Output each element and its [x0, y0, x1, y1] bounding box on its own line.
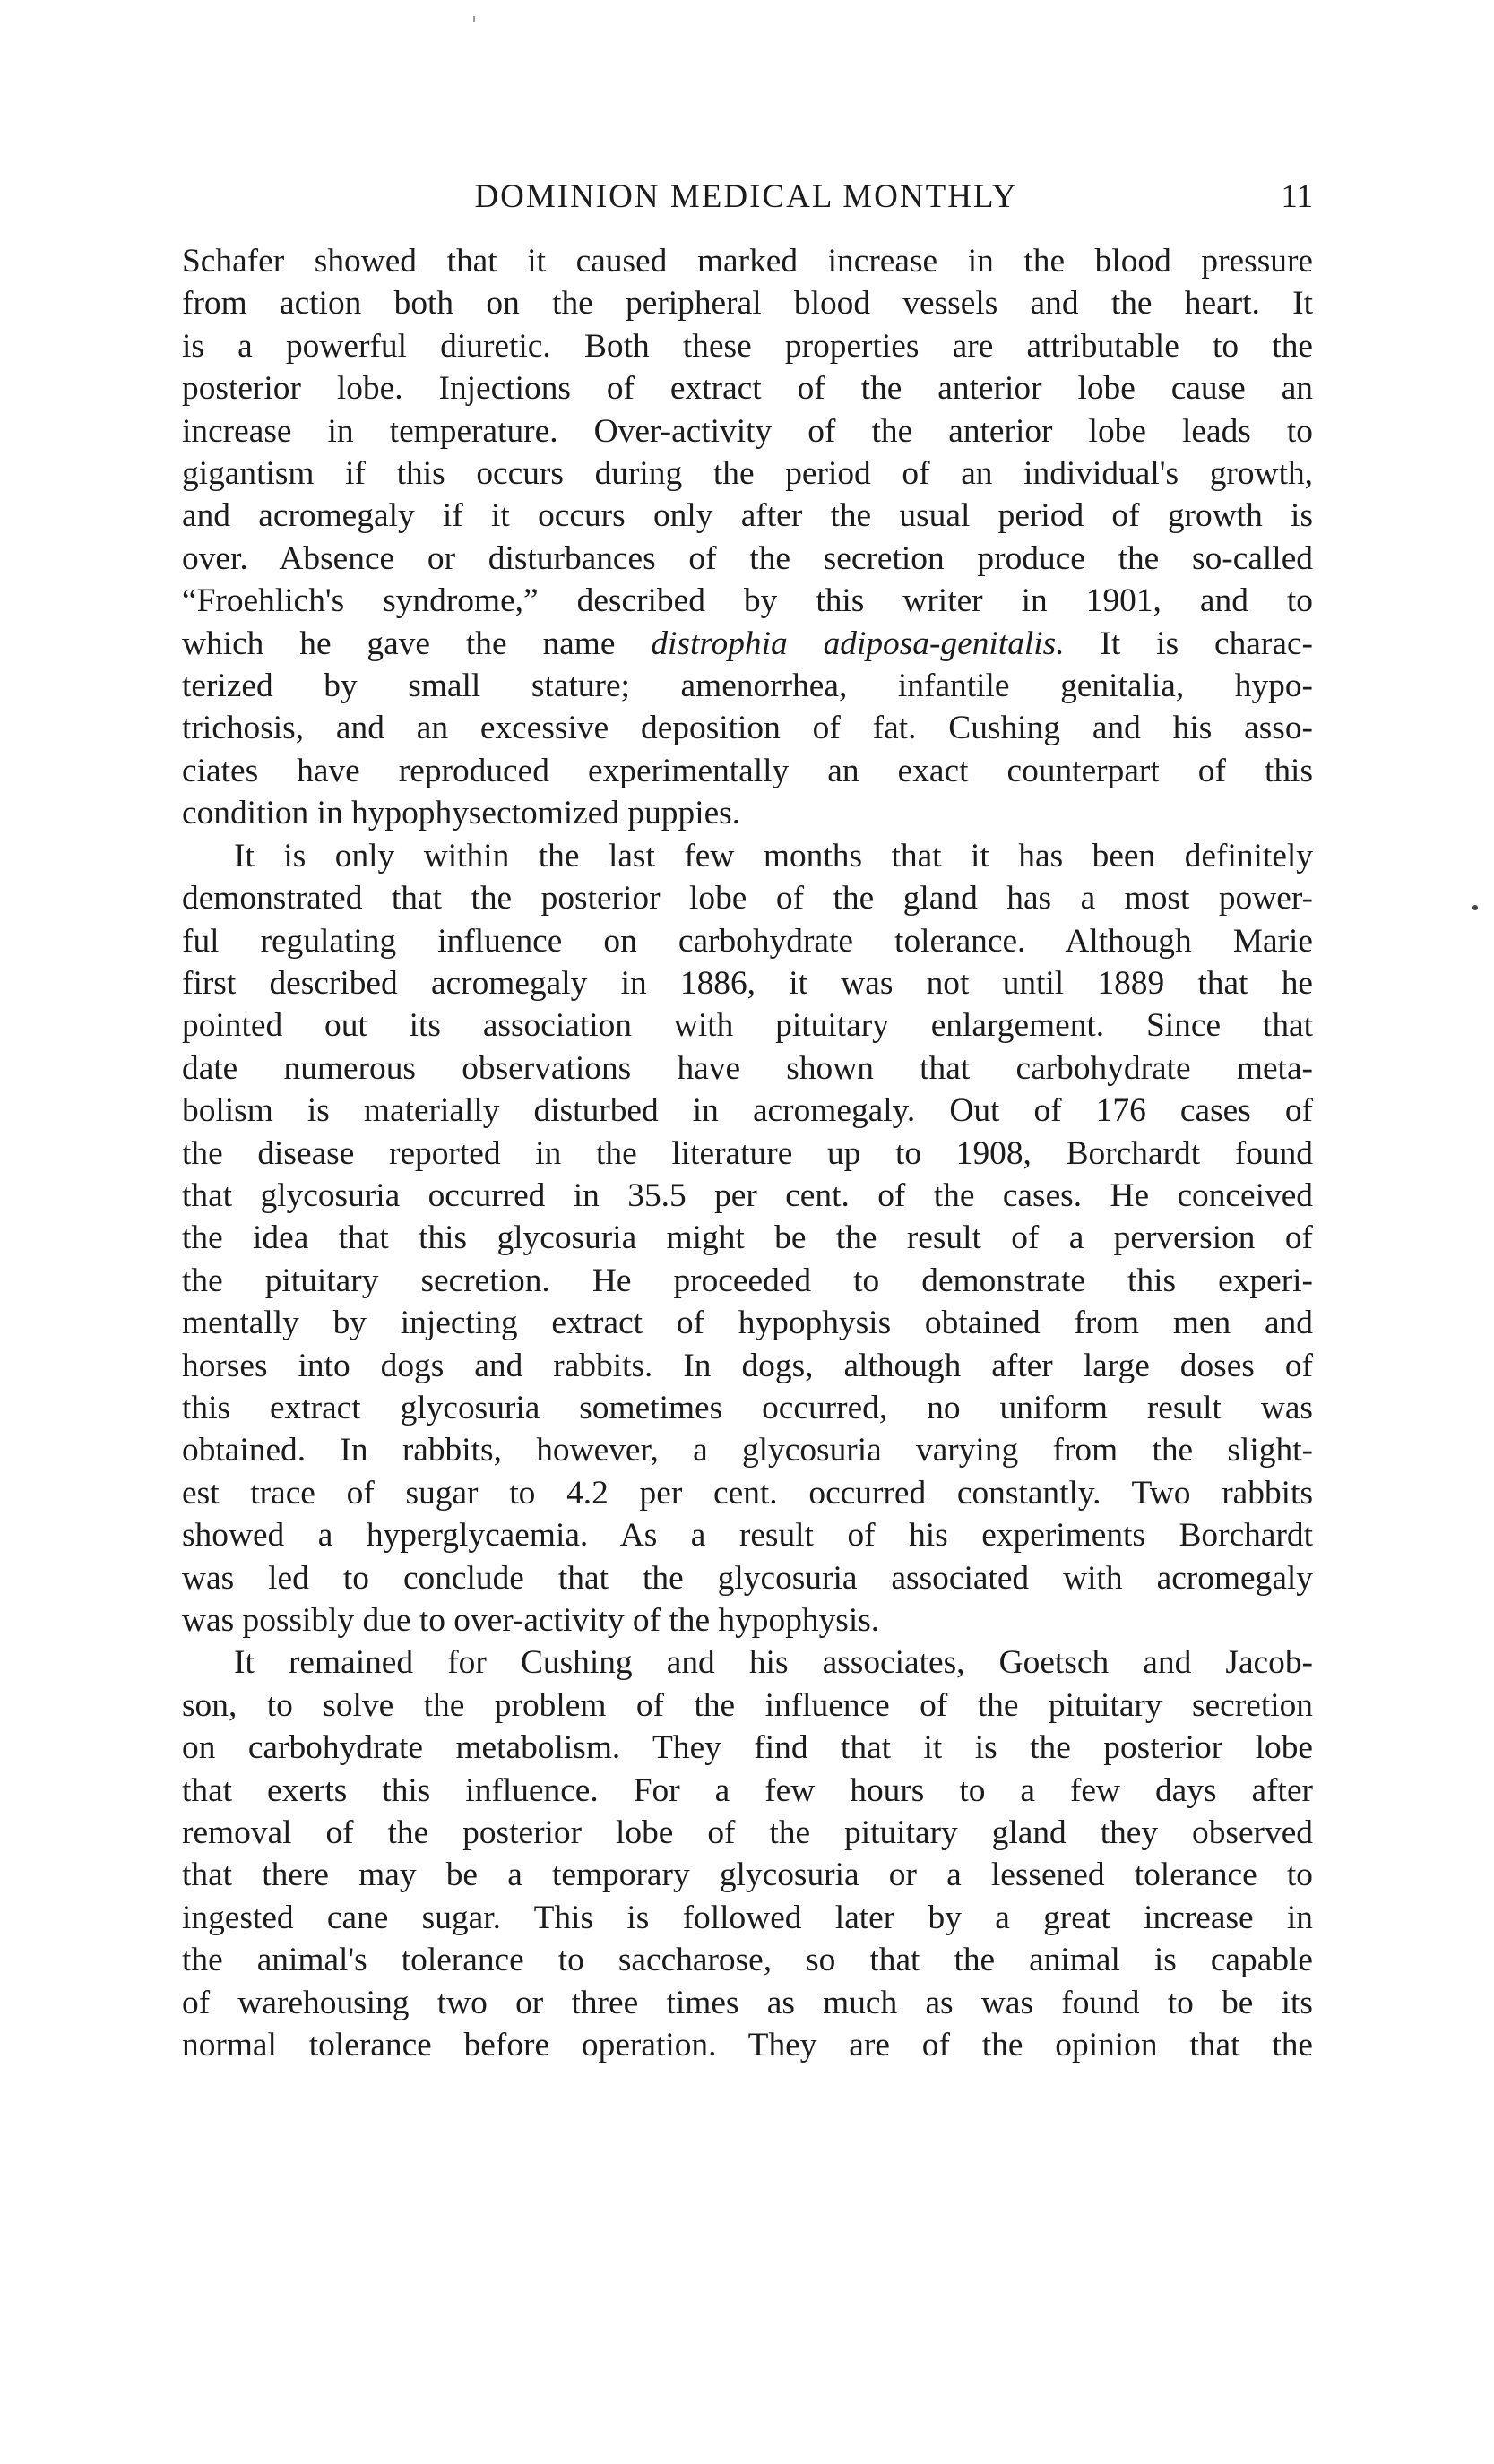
text-line: date numerous observations have shown that carbohydrate meta- [182, 1049, 1313, 1087]
text-line: showed a hyperglycaemia. As a result of his experiments Borchardt [182, 1517, 1313, 1555]
text-line: from action both on the peripheral blood vessels and the heart. It [182, 285, 1313, 323]
text-line: bolism is materially disturbed in acromegaly. Out of 176 cases of [182, 1092, 1313, 1130]
text-line: condition in hypophysectomized puppies. [182, 795, 741, 832]
italic-term: distrophia adiposa-genitalis. [651, 625, 1065, 662]
text-line: est trace of sugar to 4.2 per cent. occurred constantly. Two rabbits [182, 1474, 1313, 1512]
running-head [179, 176, 1313, 219]
text-line: that exerts this influence. For a few hours to a few days after [182, 1771, 1313, 1809]
text-line: gigantism if this occurs during the period of an individual's growth, [182, 455, 1313, 493]
text-line: first described acromegaly in 1886, it was not until 1889 that he [182, 964, 1313, 1002]
text-line: the pituitary secretion. He proceeded to demonstrate this experi- [182, 1262, 1313, 1299]
stray-ink-mark [1472, 905, 1478, 910]
text-line: normal tolerance before operation. They are of the opinion that the [182, 2027, 1313, 2064]
text-line: trichosis, and an excessive deposition of fat. Cushing and his asso- [182, 710, 1313, 747]
text-line: over. Absence or disturbances of the secretion produce the so-called [182, 539, 1313, 577]
text-line: horses into dogs and rabbits. In dogs, although after large doses of [182, 1347, 1313, 1384]
text-line: which he gave the name distrophia adiposa-genitalis. It is charac- [182, 625, 1313, 662]
text-line: removal of the posterior lobe of the pituitary gland they observed [182, 1814, 1313, 1852]
text-line: the animal's tolerance to saccharose, so that the animal is capable [182, 1942, 1313, 1979]
text-line: pointed out its association with pituitary enlargement. Since that [182, 1007, 1313, 1045]
text-line: that there may be a temporary glycosuria or a lessened tolerance to [182, 1857, 1313, 1894]
paragraph-3 [182, 1641, 1313, 2066]
text-line: and acromegaly if it occurs only after the usual period of growth is [182, 497, 1313, 535]
text-line: the disease reported in the literature up to 1908, Borchardt found [182, 1134, 1313, 1172]
text-line: Schafer showed that it caused marked increase in the blood pressure [182, 243, 1313, 280]
text-line: “Froehlich's syndrome,” described by this writer in 1901, and to [182, 582, 1313, 620]
text-line: ful regulating influence on carbohydrate tolerance. Although Marie [182, 922, 1313, 960]
text-line: ingested cane sugar. This is followed later by a great increase in [182, 1899, 1313, 1936]
text-line: was led to conclude that the glycosuria associated with acromegaly [182, 1559, 1313, 1597]
text-line: terized by small stature; amenorrhea, infantile genitalia, hypo- [182, 668, 1313, 705]
text-line: mentally by injecting extract of hypophysis obtained from men and [182, 1305, 1313, 1342]
text-line: is a powerful diuretic. Both these properties are attributable to the [182, 327, 1313, 365]
text-line: demonstrated that the posterior lobe of the gland has a most power- [182, 880, 1313, 918]
text-line: of warehousing two or three times as much as was found to be its [182, 1984, 1313, 2021]
text-line: It remained for Cushing and his associates, Goetsch and Jacob- [234, 1644, 1313, 1682]
text-line: son, to solve the problem of the influence of the pituitary secretion [182, 1686, 1313, 1724]
text-line: the idea that this glycosuria might be the result of a perversion of [182, 1219, 1313, 1257]
text-line: was possibly due to over-activity of the hypophysis. [182, 1602, 880, 1639]
text-line: obtained. In rabbits, however, a glycosuria varying from the slight- [182, 1432, 1313, 1469]
text-line: that glycosuria occurred in 35.5 per cent. of the cases. He conceived [182, 1176, 1313, 1214]
text-line: increase in temperature. Over-activity of the anterior lobe leads to [182, 412, 1313, 450]
text-line: It is only within the last few months that it has been definitely [234, 837, 1313, 874]
text-line: posterior lobe. Injections of extract of the anterior lobe cause an [182, 370, 1313, 408]
text-line: ciates have reproduced experimentally an exact counterpart of this [182, 752, 1313, 789]
paragraph-1 [182, 240, 1313, 835]
text-line: on carbohydrate metabolism. They find that it is the posterior lobe [182, 1729, 1313, 1767]
body-text [182, 240, 1313, 2066]
paragraph-2 [182, 835, 1313, 1642]
running-title: DOMINION MEDICAL MONTHLY [474, 178, 1018, 215]
page-number: 11 [1281, 178, 1313, 215]
scan-mark [473, 16, 475, 22]
text-line: this extract glycosuria sometimes occurred, no uniform result was [182, 1389, 1313, 1426]
